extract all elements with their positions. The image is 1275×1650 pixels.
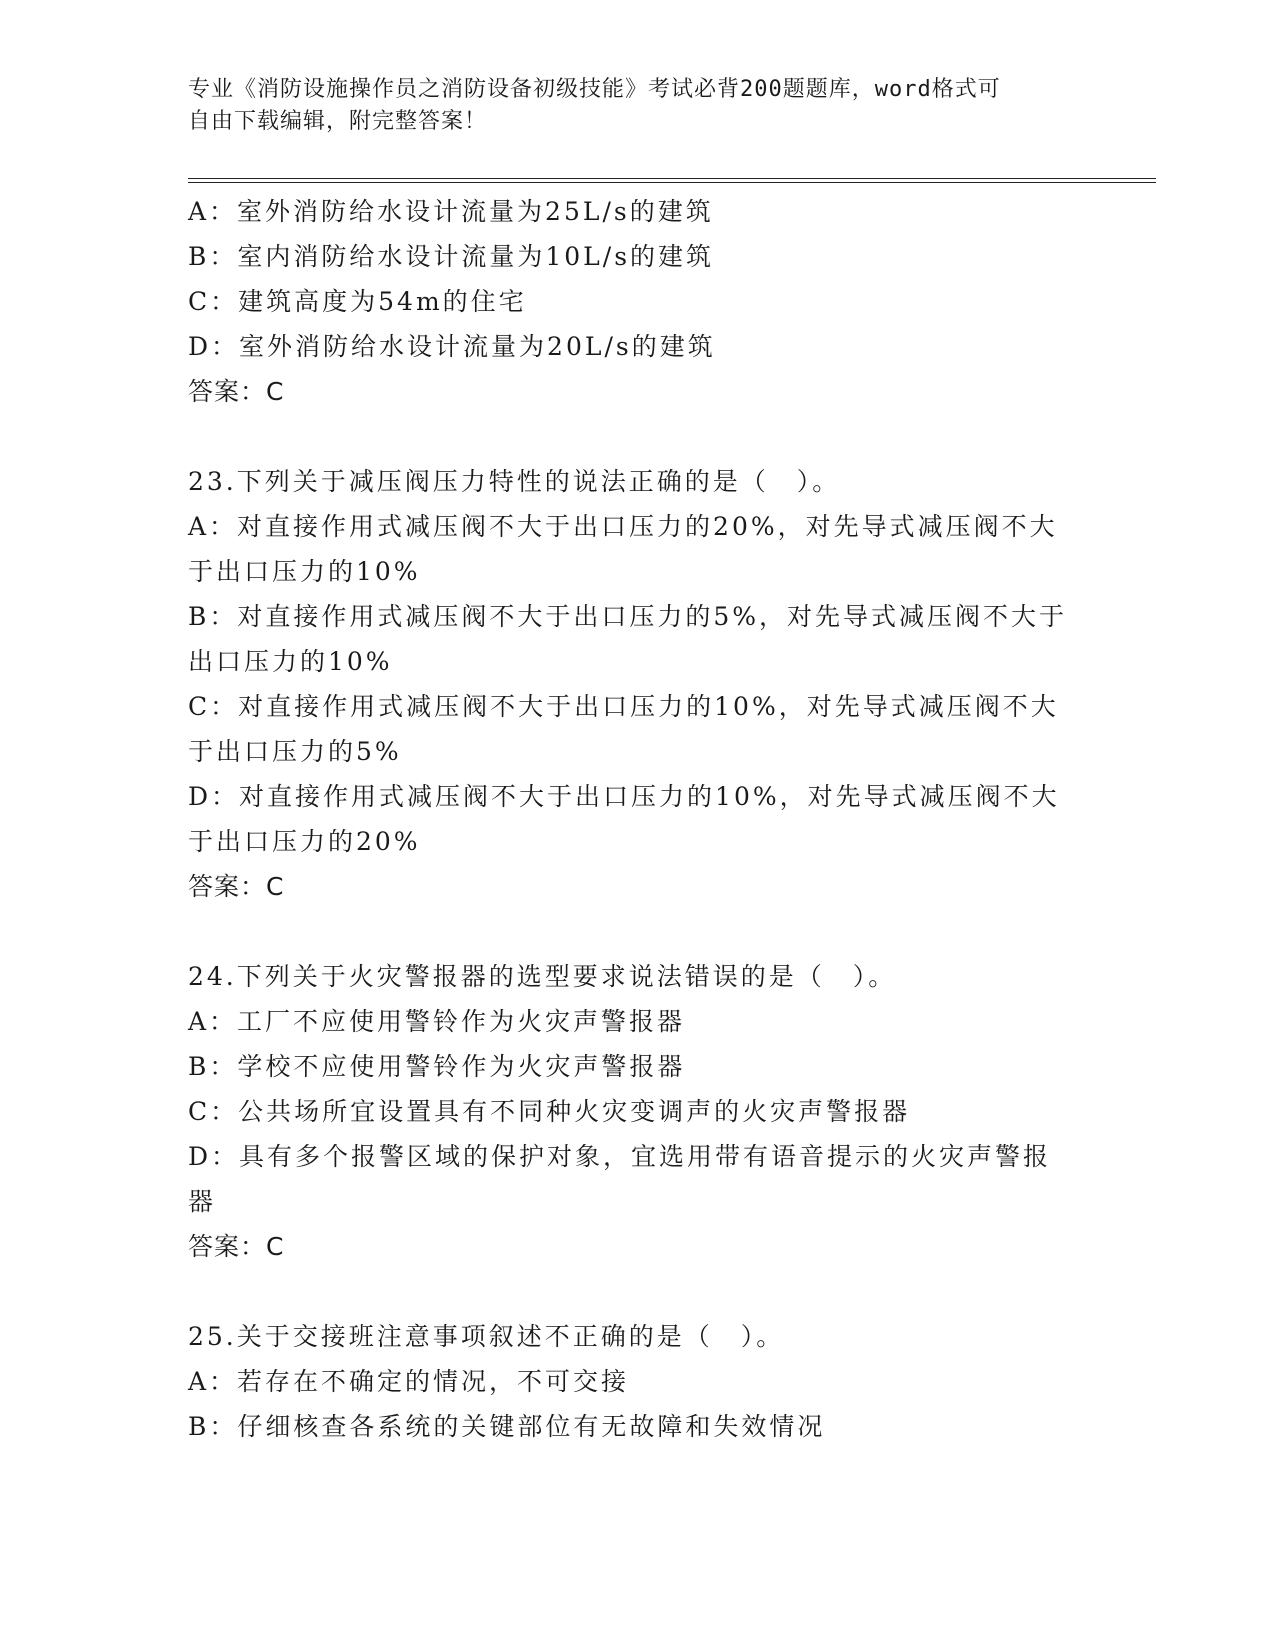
option-a: A：室外消防给水设计流量为25L/s的建筑 — [188, 197, 714, 226]
question-24 — [188, 954, 1088, 1269]
question-stem: 25.关于交接班注意事项叙述不正确的是（ ）。 — [188, 1322, 785, 1351]
answer-line: 答案：C — [188, 1232, 285, 1261]
option-b: B：对直接作用式减压阀不大于出口压力的5%，对先导式减压阀不大于 — [188, 602, 1068, 631]
spacer — [188, 1269, 1088, 1314]
option-d-continued: 于出口压力的20% — [188, 827, 421, 856]
spacer — [188, 414, 1088, 459]
question-23 — [188, 459, 1088, 909]
option-d: D：具有多个报警区域的保护对象，宜选用带有语音提示的火灾声警报 — [188, 1142, 1052, 1171]
option-a: A：对直接作用式减压阀不大于出口压力的20%，对先导式减压阀不大 — [188, 512, 1058, 541]
answer-line: 答案：C — [188, 872, 285, 901]
option-a: A：若存在不确定的情况，不可交接 — [188, 1367, 630, 1396]
question-22 — [188, 189, 1088, 414]
option-c: C：建筑高度为54m的住宅 — [188, 287, 527, 316]
option-c: C：公共场所宜设置具有不同种火灾变调声的火灾声警报器 — [188, 1097, 911, 1126]
option-c: C：对直接作用式减压阀不大于出口压力的10%，对先导式减压阀不大 — [188, 692, 1059, 721]
question-25 — [188, 1314, 1088, 1449]
option-c-continued: 于出口压力的5% — [188, 737, 402, 766]
option-b: B：室内消防给水设计流量为10L/s的建筑 — [188, 242, 715, 271]
option-d: D：对直接作用式减压阀不大于出口压力的10%，对先导式减压阀不大 — [188, 782, 1060, 811]
option-d: D：室外消防给水设计流量为20L/s的建筑 — [188, 332, 716, 361]
option-b-continued: 出口压力的10% — [188, 647, 393, 676]
answer-line: 答案：C — [188, 377, 285, 406]
document-header — [188, 74, 1068, 138]
option-a: A：工厂不应使用警铃作为火灾声警报器 — [188, 1007, 686, 1036]
spacer — [188, 909, 1088, 954]
option-d-continued: 器 — [188, 1187, 217, 1216]
header-line-2: 自由下载编辑，附完整答案！ — [188, 109, 488, 134]
option-b: B：仔细核查各系统的关键部位有无故障和失效情况 — [188, 1412, 826, 1441]
header-divider — [188, 178, 1156, 183]
question-list — [188, 189, 1088, 1449]
question-stem: 24.下列关于火灾警报器的选型要求说法错误的是（ ）。 — [188, 962, 897, 991]
question-stem: 23.下列关于减压阀压力特性的说法正确的是（ ）。 — [188, 467, 841, 496]
option-a-continued: 于出口压力的10% — [188, 557, 421, 586]
option-b: B：学校不应使用警铃作为火灾声警报器 — [188, 1052, 686, 1081]
header-line-1: 专业《消防设施操作员之消防设备初级技能》考试必背200题题库，word格式可 — [188, 77, 1001, 102]
